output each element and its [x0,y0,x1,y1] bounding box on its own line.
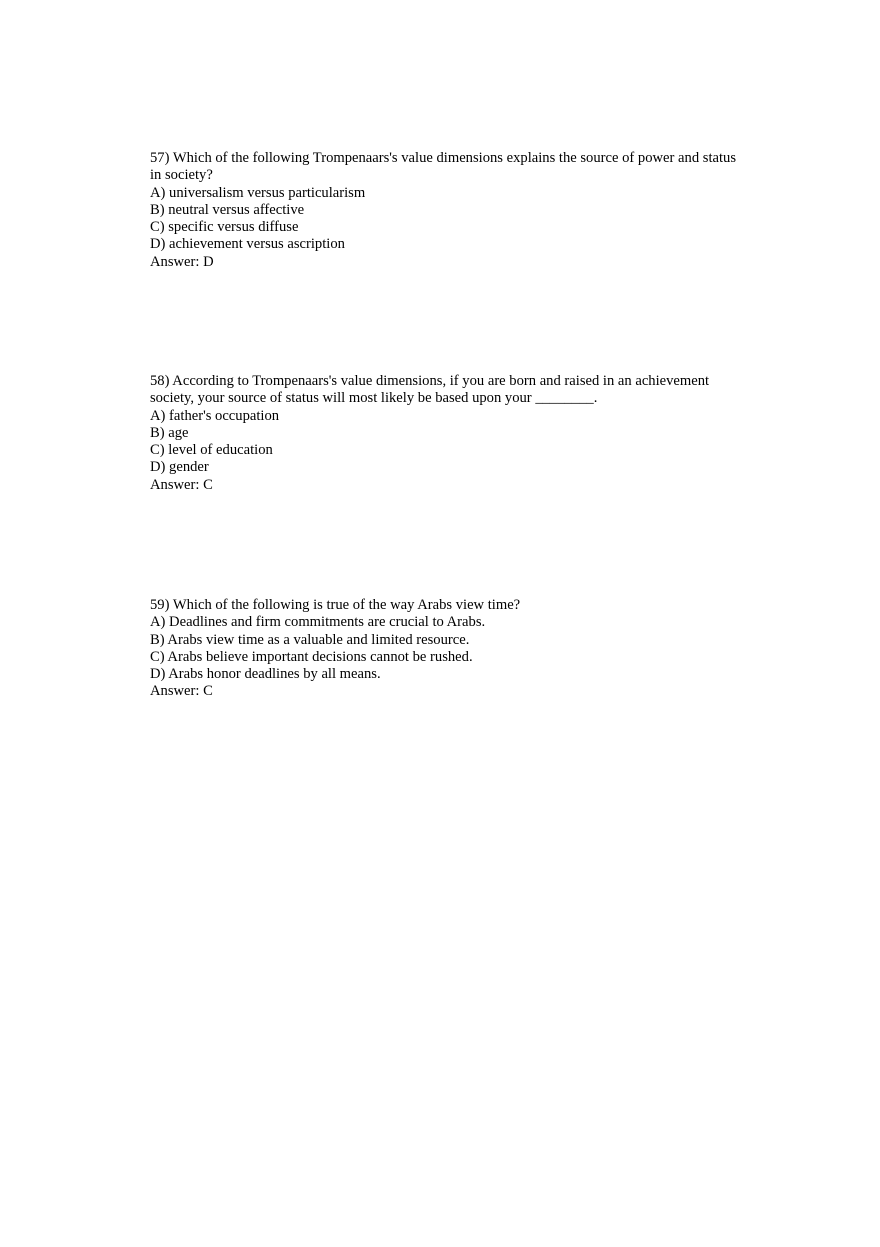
question-stem: 59) Which of the following is true of the way Arabs view time? [150,597,521,613]
question-57 [150,150,740,271]
option-c: C) Arabs believe important decisions cannot be rushed. [150,648,473,665]
question-stem: 57) Which of the following Trompenaars's value dimensions explains the source of power and status in society? [150,150,737,184]
option-a: A) father's occupation [150,407,280,424]
option-b: B) Arabs view time as a valuable and limited resource. [150,631,470,648]
option-d: D) achievement versus ascription [150,236,345,253]
answer-line: Answer: D [150,253,214,270]
option-a: A) universalism versus particularism [150,184,366,201]
question-58 [150,373,740,494]
question-stem: 58) According to Trompenaars's value dimensions, if you are born and raised in an achievement society, your source of status will most likely be based upon your ________. [150,373,710,407]
option-d: D) gender [150,459,209,476]
option-d: D) Arabs honor deadlines by all means. [150,666,381,683]
question-59 [150,597,740,701]
answer-line: Answer: C [150,476,213,493]
option-b: B) age [150,424,189,441]
option-c: C) level of education [150,442,273,459]
option-b: B) neutral versus affective [150,201,305,218]
answer-line: Answer: C [150,683,213,700]
option-a: A) Deadlines and firm commitments are crucial to Arabs. [150,614,486,631]
option-c: C) specific versus diffuse [150,219,299,236]
